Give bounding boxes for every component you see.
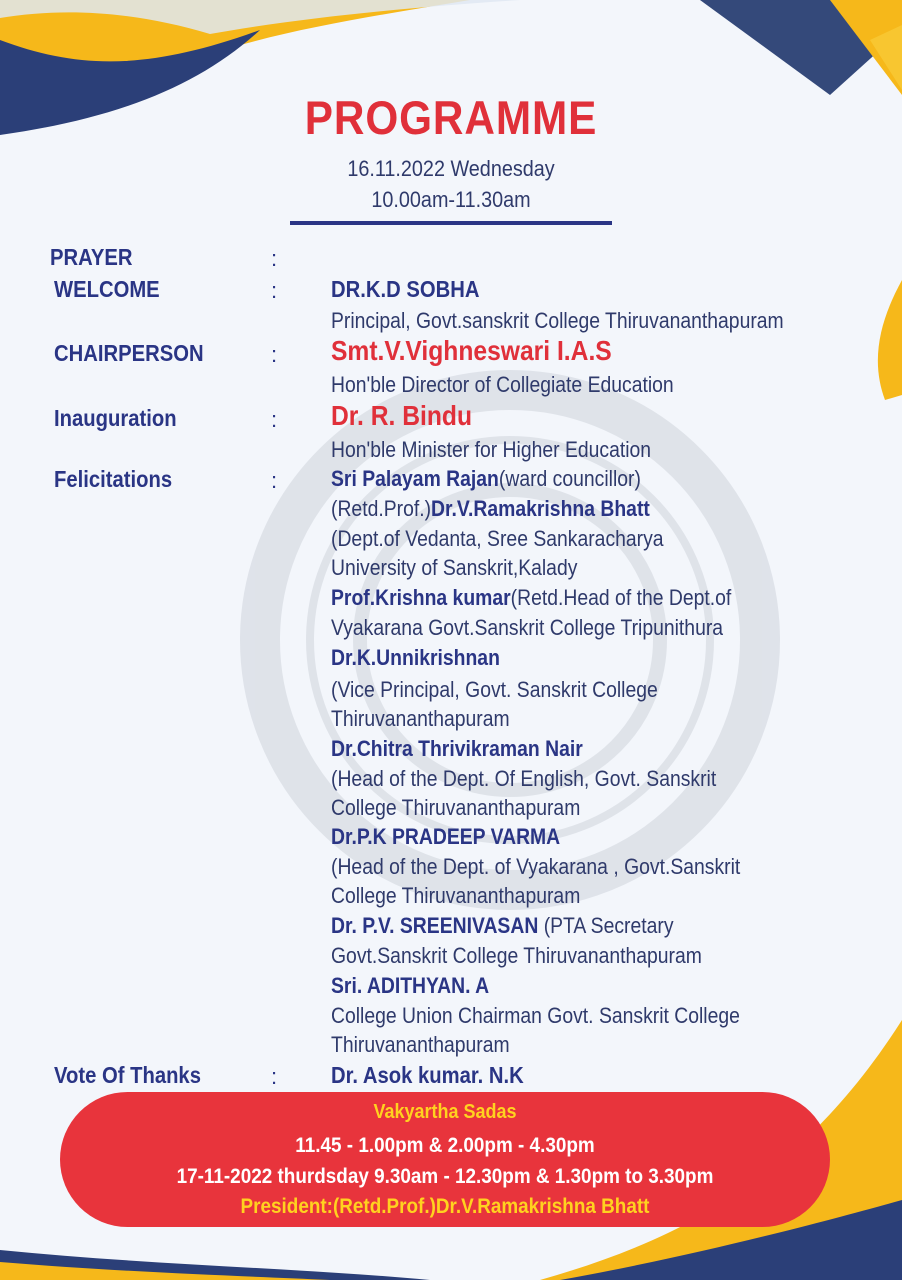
chairperson-detail: Hon'ble Director of Collegiate Education	[331, 372, 674, 397]
felicitation-1	[331, 466, 641, 492]
felicitation-4-line2: (Vice Principal, Govt. Sanskrit College	[331, 677, 658, 702]
colon-prayer: :	[271, 246, 278, 271]
vote-of-thanks-name: Dr. Asok kumar. N.K	[331, 1062, 524, 1088]
label-felicitations: Felicitations	[54, 466, 173, 492]
inauguration-name: Dr. R. Bindu	[331, 400, 473, 431]
welcome-name: DR.K.D SOBHA	[331, 276, 480, 302]
felicitation-5-line2: (Head of the Dept. Of English, Govt. Sanskrit	[331, 766, 717, 791]
chairperson-name: Smt.V.Vighneswari I.A.S	[331, 335, 612, 366]
colon-felicitations: :	[271, 468, 278, 493]
inauguration-detail: Hon'ble Minister for Higher Education	[331, 437, 652, 462]
label-welcome: WELCOME	[54, 276, 160, 302]
felicitation-2-name: Dr.V.Ramakrishna Bhatt	[431, 496, 650, 521]
label-inauguration: Inauguration	[54, 405, 177, 431]
felicitation-7-name: Dr. P.V. SREENIVASAN	[331, 913, 539, 938]
felicitation-3-name: Prof.Krishna kumar	[331, 585, 511, 610]
event-date: 16.11.2022 Wednesday	[347, 156, 555, 181]
felicitation-3-line2: Vyakarana Govt.Sanskrit College Tripunithura	[331, 615, 724, 640]
felicitation-5-name: Dr.Chitra Thrivikraman Nair	[331, 736, 583, 761]
felicitation-8-line3: Thiruvananthapuram	[331, 1032, 510, 1057]
welcome-detail: Principal, Govt.sanskrit College Thiruvananthapuram	[331, 308, 784, 333]
felicitation-2-prefix: (Retd.Prof.)	[331, 496, 432, 521]
label-prayer: PRAYER	[50, 244, 133, 270]
title-divider	[290, 221, 612, 225]
label-vote-of-thanks: Vote Of Thanks	[54, 1062, 201, 1088]
felicitation-3-role: (Retd.Head of the Dept.of	[510, 585, 732, 610]
felicitation-1-name: Sri Palayam Rajan	[331, 466, 499, 491]
banner-line-2: 17-11-2022 thurdsday 9.30am - 12.30pm & 1.30pm to 3.30pm	[176, 1165, 714, 1188]
colon-inauguration: :	[271, 407, 278, 432]
vakyartha-sadas-banner	[60, 1092, 830, 1227]
banner-president: President:(Retd.Prof.)Dr.V.Ramakrishna Bhatt	[240, 1195, 650, 1218]
felicitation-2	[331, 496, 650, 522]
colon-chairperson: :	[271, 342, 278, 367]
banner-title: Vakyartha Sadas	[373, 1101, 517, 1123]
felicitation-7	[331, 913, 674, 939]
felicitation-5-line3: College Thiruvananthapuram	[331, 795, 581, 820]
felicitation-3	[331, 585, 731, 611]
label-chairperson: CHAIRPERSON	[54, 340, 204, 366]
colon-vote-of-thanks: :	[271, 1064, 278, 1089]
colon-welcome: :	[271, 278, 278, 303]
banner-line-1: 11.45 - 1.00pm & 2.00pm - 4.30pm	[295, 1134, 595, 1157]
felicitation-8-name: Sri. ADITHYAN. A	[331, 973, 490, 998]
felicitation-6-name: Dr.P.K PRADEEP VARMA	[331, 824, 561, 849]
felicitation-4-name: Dr.K.Unnikrishnan	[331, 645, 500, 670]
felicitation-6-line2: (Head of the Dept. of Vyakarana , Govt.Sanskrit	[331, 854, 741, 879]
event-time: 10.00am-11.30am	[371, 187, 531, 212]
felicitation-2-line2: (Dept.of Vedanta, Sree Sankaracharya	[331, 526, 664, 551]
felicitation-6-line3: College Thiruvananthapuram	[331, 883, 581, 908]
felicitation-7-role: (PTA Secretary	[538, 913, 674, 938]
felicitation-7-line2: Govt.Sanskrit College Thiruvananthapuram	[331, 943, 702, 968]
felicitation-4-line3: Thiruvananthapuram	[331, 706, 510, 731]
felicitation-8-line2: College Union Chairman Govt. Sanskrit College	[331, 1003, 740, 1028]
felicitation-1-role: (ward councillor)	[498, 466, 641, 491]
page-title: PROGRAMME	[304, 91, 598, 144]
felicitation-2-line3: University of Sanskrit,Kalady	[331, 555, 578, 580]
